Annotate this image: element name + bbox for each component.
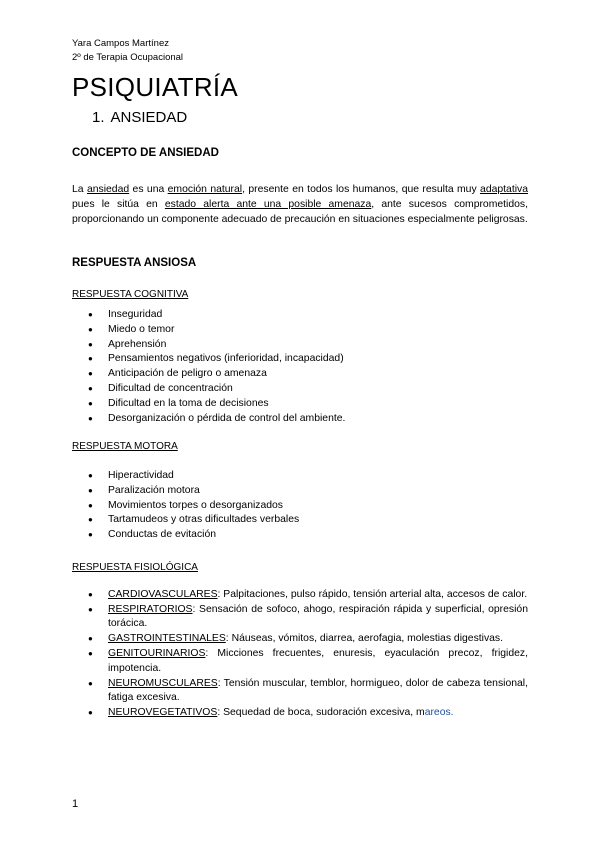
term-adaptativa: adaptativa <box>480 184 528 195</box>
author-block <box>72 37 183 65</box>
term-emocion-natural: emoción natural <box>167 184 243 195</box>
item-description: Sequedad de boca, sudoración excesiva, m <box>220 707 425 719</box>
text-run: , ante sucesos comprometidos, proporcionando un componente adecuado de precaución en situaciones especialmente peligrosas. <box>72 199 528 225</box>
list-item: ● Anticipación de peligro o amenaza <box>72 367 528 382</box>
list-item: ● Dificultad en la toma de decisiones <box>72 397 528 412</box>
separator: : <box>225 633 229 645</box>
text-run: La <box>72 184 87 195</box>
term-ansiedad: ansiedad <box>86 184 130 195</box>
list-item: ● Aprehensión <box>72 338 528 353</box>
subtitle-number: 1. <box>92 109 105 126</box>
separator: : <box>217 589 221 600</box>
list-item: ● Paralización motora <box>72 484 528 499</box>
list-item <box>72 706 528 720</box>
section-subtitle <box>92 109 187 126</box>
term-estado-alerta: estado alerta ante una posible amenaza <box>164 199 372 210</box>
text-run: es una <box>129 184 168 195</box>
separator: : <box>205 648 209 660</box>
list-item: ● Tartamudeos y otras dificultades verbales <box>72 513 528 528</box>
list-item: ● Miedo o temor <box>72 323 528 338</box>
term-gastrointestinales: GASTROINTESTINALES <box>108 633 226 645</box>
page-title: PSIQUIATRÍA <box>72 72 239 102</box>
item-description: Palpitaciones, pulso rápido, tensión arterial alta, accesos de calor. <box>220 589 528 600</box>
list-item: ● Dificultad de concentración <box>72 382 528 397</box>
concept-heading: CONCEPTO DE ANSIEDAD <box>72 147 219 159</box>
list-item: ● Desorganización o pérdida de control del ambiente. <box>72 412 528 427</box>
separator: : <box>217 677 221 689</box>
list-item <box>72 603 528 632</box>
item-description: Sensación de sofoco, ahogo, respiración rápida y superficial, opresión torácica. <box>108 604 528 630</box>
list-item <box>72 588 528 602</box>
term-cardiovasculares: CARDIOVASCULARES <box>108 589 218 600</box>
physiological-label: RESPUESTA FISIOLÓGICA <box>72 562 198 573</box>
subtitle-text: ANSIEDAD <box>110 109 188 126</box>
concept-paragraph <box>72 182 528 227</box>
page-number: 1 <box>72 798 79 810</box>
text-run: pues le sitúa en <box>72 199 165 210</box>
motor-label: RESPUESTA MOTORA <box>72 441 178 452</box>
term-neuromusculares: NEUROMUSCULARES <box>108 677 218 689</box>
physiological-list <box>72 588 528 721</box>
list-item: ● Inseguridad <box>72 308 528 323</box>
list-item: ● Movimientos torpes o desorganizados <box>72 499 528 514</box>
term-respiratorios: RESPIRATORIOS <box>108 604 193 615</box>
cognitive-label: RESPUESTA COGNITIVA <box>72 289 189 300</box>
item-description: Náuseas, vómitos, diarrea, aerofagia, molestias digestivas. <box>228 633 504 645</box>
separator: : <box>192 604 196 615</box>
course-name: 2º de Terapia Ocupacional <box>72 52 184 63</box>
term-neurovegetativos: NEUROVEGETATIVOS <box>108 707 218 719</box>
list-item <box>72 632 528 646</box>
term-genitourinarios: GENITOURINARIOS <box>108 648 206 660</box>
list-item <box>72 647 528 676</box>
response-heading: RESPUESTA ANSIOSA <box>72 257 197 269</box>
separator: : <box>217 707 221 719</box>
item-description: Micciones frecuentes, enuresis, eyaculación precoz, frigidez, impotencia. <box>108 648 528 674</box>
text-run: , presente en todos los humanos, que resulta muy <box>242 184 481 195</box>
author-name: Yara Campos Martínez <box>72 38 169 49</box>
list-item: ● Pensamientos negativos (inferioridad, incapacidad) <box>72 352 528 367</box>
motor-list <box>72 469 528 543</box>
item-description: Tensión muscular, temblor, hormigueo, dolor de cabeza tensional, fatiga excesiva. <box>108 677 528 704</box>
cognitive-list <box>72 308 528 426</box>
list-item <box>72 677 528 706</box>
item-description-tail: areos. <box>424 707 454 719</box>
list-item: ● Conductas de evitación <box>72 528 528 543</box>
list-item: ● Hiperactividad <box>72 469 528 484</box>
